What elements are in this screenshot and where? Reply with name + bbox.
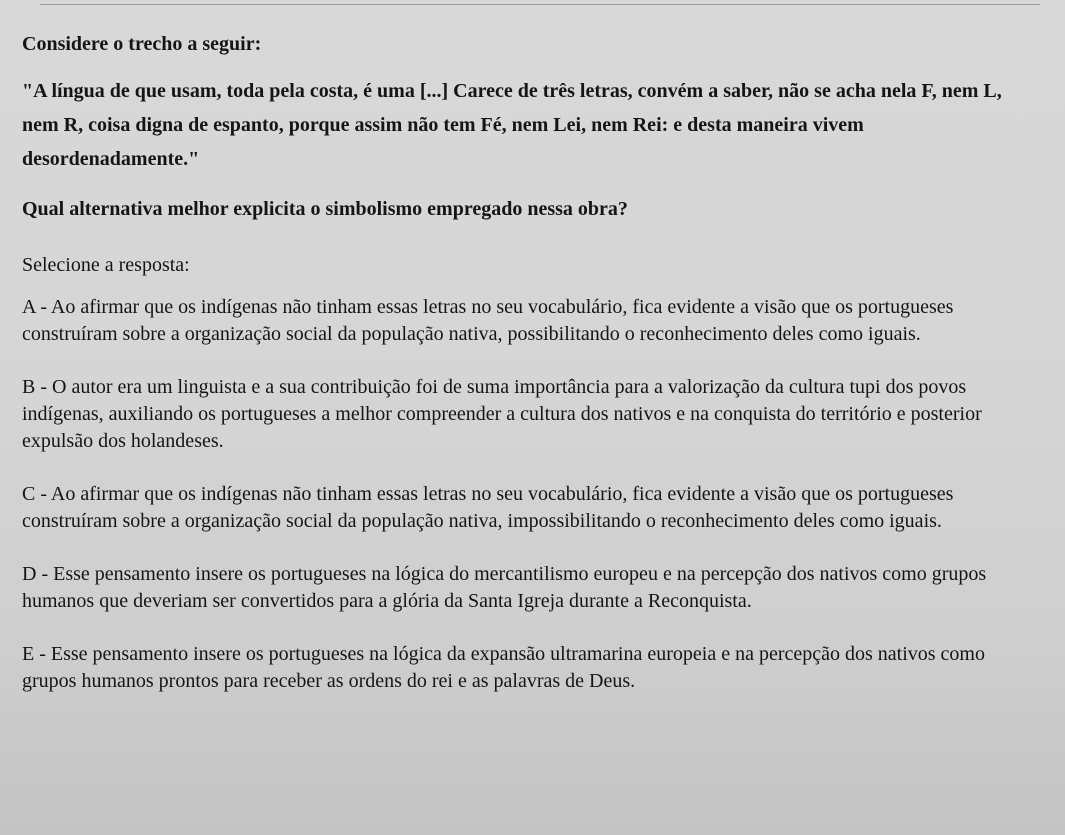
quoted-excerpt: "A língua de que usam, toda pela costa, é uma [...] Carece de três letras, convém a saber, não se acha nela F, nem L, nem R, coisa digna de espanto, porque assim não tem Fé, nem Lei, nem Rei: e desta maneira vivem desordenadamente."	[22, 80, 1002, 170]
answer-option-b[interactable]: B - O autor era um linguista e a sua contribuição foi de suma importância para a valorização da cultura tupi dos povos indígenas, auxiliando os portugueses a melhor compreender a cultura dos nativos e na conquista do território e posterior expulsão dos holandeses.	[22, 376, 982, 452]
answer-option-c[interactable]: C - Ao afirmar que os indígenas não tinham essas letras no seu vocabulário, fica evidente a visão que os portugueses construíram sobre a organização social da população nativa, impossibilitando o reconhecimento deles como iguais.	[22, 483, 954, 532]
answer-option-d[interactable]: D - Esse pensamento insere os portugueses na lógica do mercantilismo europeu e na percepção dos nativos como grupos humanos que deveriam ser convertidos para a glória da Santa Igreja durante a Reconquista.	[22, 563, 987, 612]
select-answer-label: Selecione a resposta:	[22, 254, 190, 276]
answer-options	[22, 294, 1022, 695]
question-text: Qual alternativa melhor explicita o simbolismo empregado nessa obra?	[22, 198, 628, 220]
top-divider	[40, 4, 1040, 5]
answer-option-a[interactable]: A - Ao afirmar que os indígenas não tinham essas letras no seu vocabulário, fica evidente a visão que os portugueses construíram sobre a organização social da população nativa, possibilitando o reconhecimento deles como iguais.	[22, 296, 954, 345]
answer-option-e[interactable]: E - Esse pensamento insere os portugueses na lógica da expansão ultramarina europeia e na percepção dos nativos como grupos humanos prontos para receber as ordens do rei e as palavras de Deus.	[22, 643, 985, 692]
question-card	[22, 32, 1022, 695]
question-prompt: Considere o trecho a seguir:	[22, 33, 262, 55]
